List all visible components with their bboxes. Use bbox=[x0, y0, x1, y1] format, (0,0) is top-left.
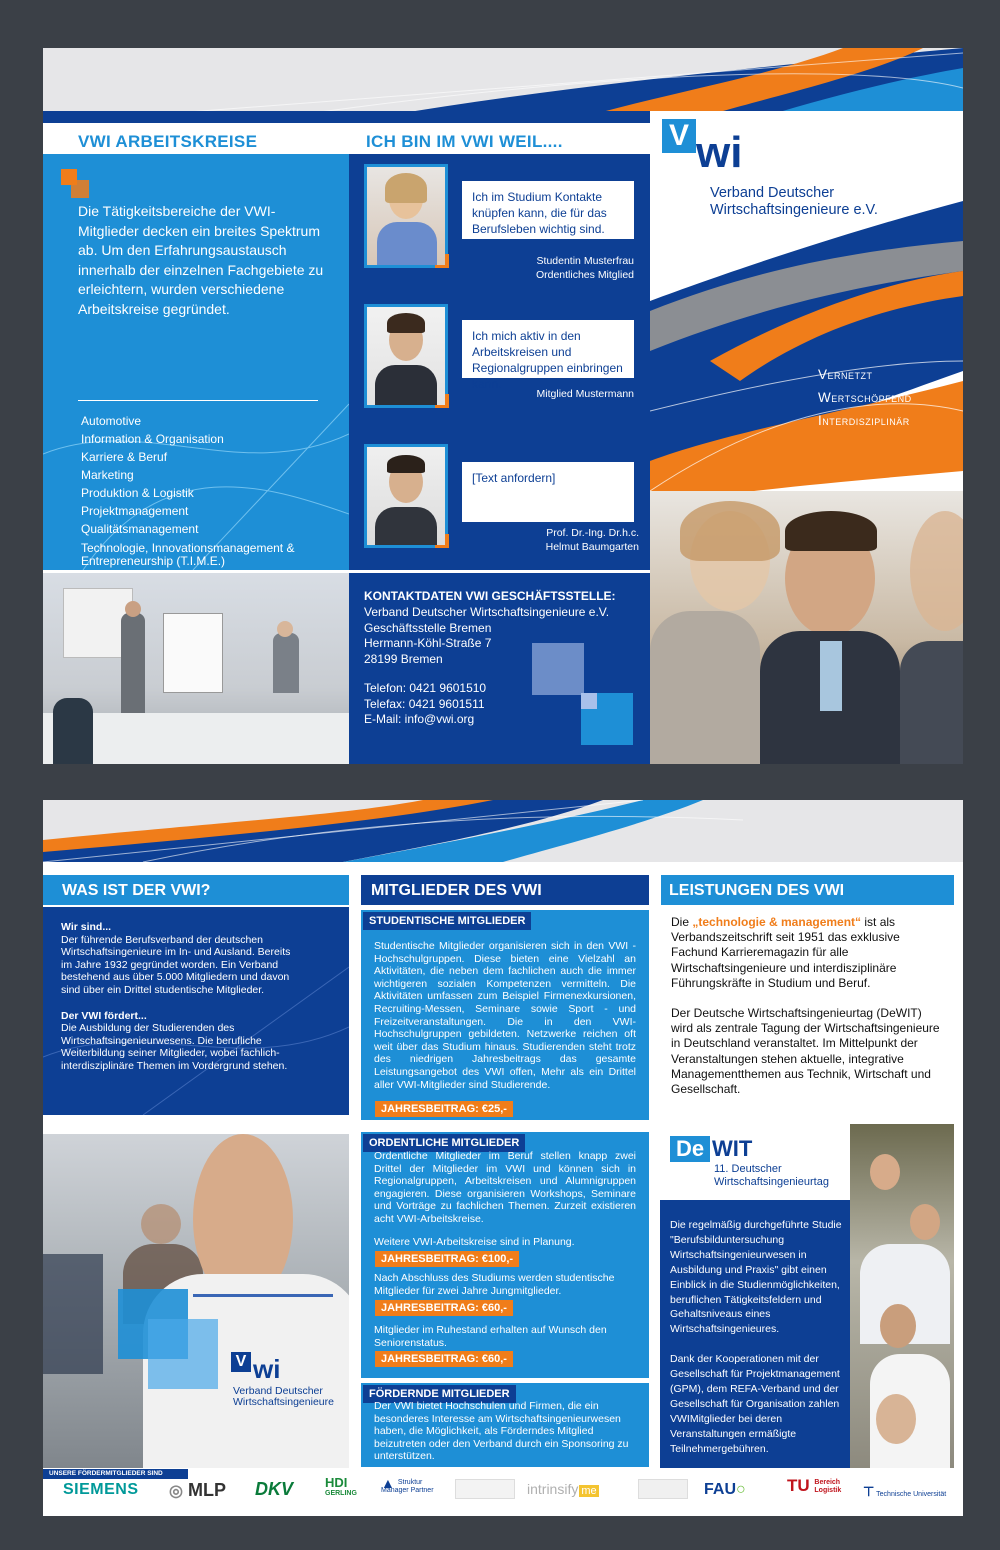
kontakt-address: Verband Deutscher Wirtschaftsingenieure e.V. Geschäftsstelle Bremen Hermann-Köhl-Straße 7 28199 Bremen bbox=[364, 605, 610, 666]
arbeitskreise-intro: Die Tätigkeitsbereiche der VWI-Mitglieder decken ein breites Spektrum ab. Um den Erfahrungsaustausch innerhalb der einzelnen Fachgebiete zu erleichtern, wurden verschiedene Arbeitskreise gegründet. bbox=[78, 203, 324, 317]
studentische-panel bbox=[361, 910, 649, 1120]
list-item: Information & Organisation bbox=[81, 432, 224, 446]
email-link[interactable]: E-Mail: info@vwi.org bbox=[364, 712, 475, 726]
fee-badge: JAHRESBEITRAG: €100,- bbox=[375, 1251, 519, 1267]
header-bar bbox=[43, 111, 650, 123]
list-item: Projektmanagement bbox=[81, 504, 189, 518]
kooperation-text: Dank der Kooperationen mit der Gesellschaft für Projektmanagement (GPM), dem REFA-Verband und der Gesellschaft für Organisation zahlen VWIMitglieder bei deren Veranstaltungen ermäßigte Teilnehmergebühren. bbox=[670, 1353, 840, 1455]
magazine-name: „technologie & management“ bbox=[692, 915, 862, 929]
org-name: Verband Deutscher Wirtschaftsingenieure e.V. bbox=[710, 185, 878, 218]
shirt-logo-v: V bbox=[231, 1352, 251, 1372]
studie-panel bbox=[660, 1200, 850, 1468]
cover-people-photo bbox=[650, 491, 963, 764]
mitglieder-title: MITGLIEDER DES VWI bbox=[371, 882, 542, 899]
foerdernde-title: FÖRDERNDE MITGLIEDER bbox=[363, 1385, 516, 1403]
ordentliche-text2: Weitere VWI-Arbeitskreise sind in Planung. bbox=[374, 1236, 575, 1248]
list-item: Produktion & Logistik bbox=[81, 486, 194, 500]
kontakt-panel bbox=[349, 573, 650, 764]
fee-badge: JAHRESBEITRAG: €60,- bbox=[375, 1351, 513, 1367]
ordentliche-panel bbox=[361, 1132, 649, 1378]
dewit-logo: De WIT 11. Deutscher Wirtschaftsingenieurtag bbox=[670, 1130, 850, 1195]
shirt-photo bbox=[43, 1134, 349, 1468]
shirt-org: Verband Deutscher Wirtschaftsingenieure bbox=[233, 1385, 334, 1408]
siemens-logo: SIEMENS bbox=[63, 1481, 139, 1498]
foerdernde-text: Der VWI bietet Hochschulen und Firmen, die ein besonderes Interesse am Wirtschaftsingenieurwesen haben, die Möglichkeit, als Förderndes Mitglied beizutreten oder den Verband durch ein Sponsoring zu unterstützen. bbox=[374, 1400, 629, 1463]
was-heading: Wir sind... bbox=[61, 921, 112, 933]
leistungen-text: Die „technologie & management“ ist als Verbandszeitschrift seit 1951 das exklusive Fachund Karrieremagazin für alle Wirtschaftsingenieure und interdisziplinäre Führungskräfte in Studium und Beruf. Der Deutsche Wirtschaftsingenieurtag (DeWIT) wird als zentrale Tagung der Wirtschaftsingenieure in Deutschland veranstaltet. Im Mittelpunkt der Veranstaltungen stehen aktuelle, integrative Managementthemen aus Technik, Wirtschaft und Gesellschaft. bbox=[671, 915, 940, 1097]
studentische-text: Studentische Mitglieder organisieren sich in den VWI - Hochschulgruppen. Diese bieten eine Vielzahl an Aktivitäten, die neben dem fachlichen auch die immer wichtigeren sozialen Kompetenzen vermitteln. Die Aktivitäten umfassen zum Beispiel Firmenexkursionen, Recruiting-Messen, Seminare sowie Sport - und Freizeitveranstaltungen. Die in den VWI-Hochschulgruppen gebildeten. Netzwerke reichen oft weit über das Studium hinaus. Studierenden steht trotz des niedrigen Jahresbeitrags das gesamte Leistungsangebot des VWI offen, Mehr als ein Drittel aller VWI-Mitglieder sind Studierende. bbox=[374, 940, 636, 1091]
portrait-professor bbox=[367, 447, 445, 545]
fau-logo: FAU○ bbox=[704, 1481, 746, 1498]
was-heading: Der VWI fördert... bbox=[61, 1009, 147, 1022]
tu-logo: ⊤ Technische Universität bbox=[863, 1484, 947, 1499]
foerdernde-panel bbox=[361, 1383, 649, 1467]
vwi-logo-wi: wi bbox=[696, 128, 743, 177]
portrait-student bbox=[367, 167, 445, 265]
kontakt-title: KONTAKTDATEN VWI GESCHÄFTSSTELLE: bbox=[364, 589, 616, 603]
hdi-logo: HDI GERLING bbox=[325, 1475, 357, 1497]
dewit-crowd-photo bbox=[850, 1124, 954, 1468]
leistungen-title: LEISTUNGEN DES VWI bbox=[669, 882, 845, 899]
dkv-logo: DKV bbox=[255, 1479, 294, 1499]
list-item: Automotive bbox=[81, 414, 142, 428]
arbeitskreise-list bbox=[81, 412, 341, 568]
studie-text: Die regelmäßig durchgeführte Studie "Berufsbilduntersuchung Wirtschaftsingenieurwesen in Ausbildung und Praxis" gibt einen Einblick in die Studienmöglichkeiten, beruflichen Tätigkeitsfeldern und Gehaltsniveaus eines Wirtschaftsingenieures. bbox=[670, 1219, 842, 1336]
weil-title: ICH BIN IM VWI WEIL.... bbox=[366, 132, 563, 151]
divider bbox=[78, 400, 318, 401]
quote-signature: Mitglied Mustermann bbox=[536, 388, 634, 400]
seminar-photo bbox=[43, 573, 349, 764]
shirt-logo-wi: wi bbox=[253, 1354, 281, 1384]
quote-signature: Prof. Dr.-Ing. Dr.h.c. Helmut Baumgarten bbox=[545, 527, 639, 553]
ordentliche-title: ORDENTLICHE MITGLIEDER bbox=[363, 1134, 525, 1152]
list-item: Marketing bbox=[81, 468, 134, 482]
senior-text: Mitglieder im Ruhestand erhalten auf Wunsch den Seniorenstatus. bbox=[374, 1324, 607, 1349]
mlp-logo: ◎ MLP bbox=[169, 1480, 226, 1500]
studentische-title: STUDENTISCHE MITGLIEDER bbox=[363, 912, 531, 930]
fee-badge: JAHRESBEITRAG: €60,- bbox=[375, 1300, 513, 1316]
kontakt-phones bbox=[364, 681, 486, 728]
mitglieder-header bbox=[361, 875, 649, 905]
quote-text: Ich mich aktiv in den Arbeitskreisen und Regionalgruppen einbringen kann. bbox=[459, 320, 634, 378]
brochure-inside bbox=[43, 800, 963, 1516]
was-header bbox=[43, 875, 349, 905]
fee-badge: JAHRESBEITRAG: €25,- bbox=[375, 1101, 513, 1117]
list-item: Qualitätsmanagement bbox=[81, 522, 199, 536]
weil-panel bbox=[349, 154, 650, 570]
list-item: Karriere & Beruf bbox=[81, 450, 168, 464]
header-swoosh bbox=[43, 800, 963, 862]
quote-text: Ich im Studium Kontakte knüpfen kann, die für das Berufsleben wichtig sind. bbox=[459, 181, 634, 239]
struktur-manager-logo: ▲ Struktur Manager Partner bbox=[381, 1475, 434, 1494]
arbeitskreise-panel bbox=[43, 154, 349, 570]
sponsor-label: UNSERE FÖRDERMITGLIEDER SIND bbox=[43, 1469, 188, 1479]
was-text: Die Ausbildung der Studierenden des Wirtschaftsingenieurwesens. Die berufliche Weiterbildung seiner Mitglieder, wobei fachlich-interdisziplinäre Themen im Vordergrund stehen. bbox=[61, 1022, 288, 1072]
arbeitskreise-title: VWI ARBEITSKREISE bbox=[78, 132, 258, 151]
quote-signature: Studentin Musterfrau Ordentliches Mitglied bbox=[535, 255, 634, 281]
slogan: Vernetzt Wertschöpfend Interdisziplinär bbox=[818, 367, 912, 428]
jung-text: Nach Abschluss des Studiums werden studentische Mitglieder für zwei Jahre Jungmitglieder. bbox=[374, 1272, 615, 1297]
portrait-member bbox=[367, 307, 445, 405]
was-title: WAS IST DER VWI? bbox=[62, 882, 211, 899]
vwi-logo-v: V bbox=[662, 119, 696, 153]
partner-logo bbox=[638, 1479, 688, 1499]
was-panel bbox=[43, 907, 349, 1115]
phone-number: Telefon: 0421 9601510 bbox=[364, 681, 487, 695]
was-text: Der führende Berufsverband der deutschen Wirtschaftsingenieure im In- und Ausland. Bereits im Jahre 1932 gegründet worden. Ein Verband bestehend aus über 5.000 Mitgliedern und davon sind über ein Drittel studentische Mitglieder. bbox=[61, 933, 291, 996]
tu-logistik-logo: TU Bereich Logistik bbox=[787, 1476, 842, 1495]
ordentliche-text: Ordentliche Mitglieder im Beruf stellen knapp zwei Drittel der Mitglieder im VWI und können sich in Regionalgruppen, Arbeitskreisen und Alumnigruppen engagieren. Diese organisieren Workshops, Seminare und Vorträge zu fachlichen Themen. Zurzeit existieren acht VWI-Arbeitskreise. bbox=[374, 1150, 636, 1225]
intrinsify-logo: intrinsify me bbox=[527, 1481, 597, 1497]
cover-panel bbox=[650, 111, 963, 764]
brochure-outside bbox=[43, 48, 963, 764]
quote-text: [Text anfordern] bbox=[459, 462, 634, 522]
university-logo bbox=[455, 1479, 515, 1499]
fax-number: Telefax: 0421 9601511 bbox=[364, 696, 485, 711]
list-item: Technologie, Innovationsmanagement & Entrepreneurship (T.I.M.E.) bbox=[81, 541, 295, 568]
leistungen-header bbox=[661, 875, 954, 905]
